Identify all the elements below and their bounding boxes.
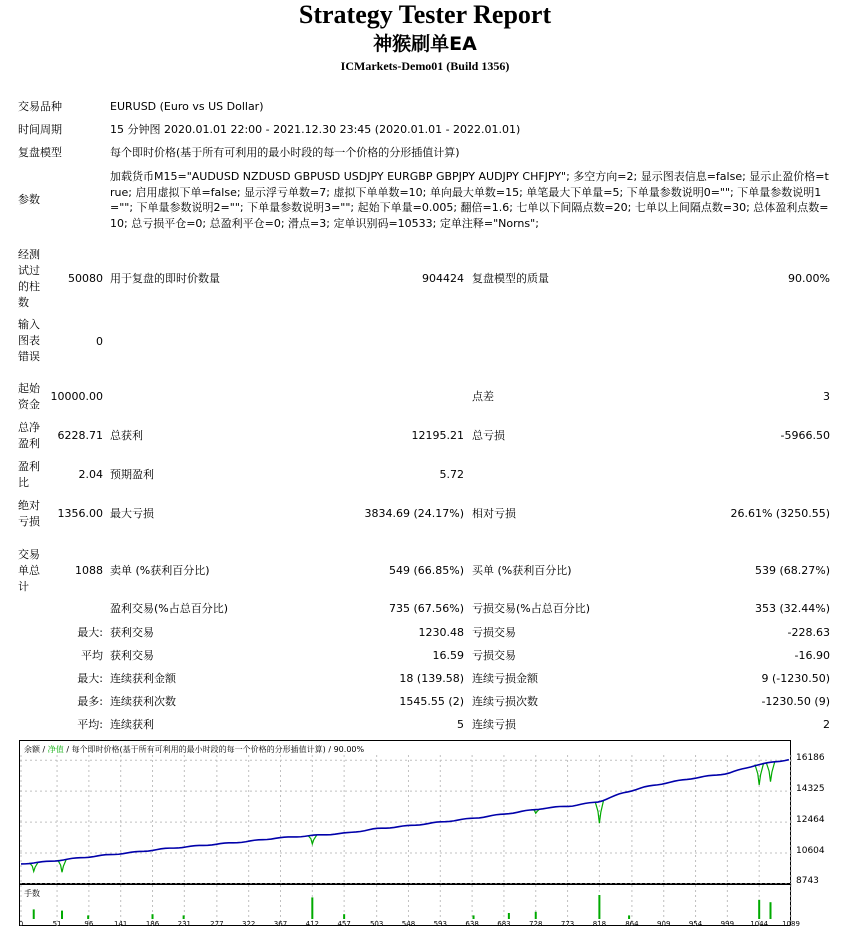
payoff-label: 预期盈利 xyxy=(110,468,154,481)
volume-bar xyxy=(473,915,475,919)
x-tick-label: 1089 xyxy=(782,920,800,926)
x-tick-label: 773 xyxy=(560,920,575,926)
x-tick-label: 683 xyxy=(497,920,511,926)
y-tick-label: 8743 xyxy=(796,876,819,886)
payoff-value: 5.72 xyxy=(439,468,464,481)
volume-chart xyxy=(18,884,800,926)
volume-bar xyxy=(33,909,35,919)
y-tick-label: 10604 xyxy=(796,846,825,857)
server-build: ICMarkets-Demo01 (Build 1356) xyxy=(340,59,510,73)
model-value: 每个即时价格(基于所有可利用的最小时段的每一个价格的分形插值计算) xyxy=(110,146,460,159)
trades-label: 交易单总计 xyxy=(18,548,40,593)
loss-trades-label: 亏损交易(%占总百分比) xyxy=(472,602,591,615)
quality-label: 复盘模型的质量 xyxy=(472,272,549,285)
x-tick-label: 96 xyxy=(84,920,94,926)
volume-bar xyxy=(87,915,89,919)
volume-bar xyxy=(758,900,760,919)
x-tick-label: 999 xyxy=(720,920,735,926)
period-value: 15 分钟图 2020.01.01 22:00 - 2021.12.30 23:45 (2020.01.01 - 2022.01.01) xyxy=(110,123,521,136)
balance-line xyxy=(21,760,789,864)
most-consec-loss-label: 连续亏损次数 xyxy=(472,695,538,708)
deposit-value: 10000.00 xyxy=(50,390,103,403)
netprofit-value: 6228.71 xyxy=(57,429,103,442)
most-consec-profit-label: 连续获利次数 xyxy=(110,695,176,708)
avg-loss-label: 亏损交易 xyxy=(472,649,516,662)
volume-bar xyxy=(183,915,185,919)
x-tick-label: 548 xyxy=(401,920,416,926)
x-tick-label: 638 xyxy=(465,920,479,926)
max-consec-win-value: 18 (139.58) xyxy=(399,672,464,685)
x-tick-label: 954 xyxy=(688,920,703,926)
average-prefix: 平均 xyxy=(81,649,103,662)
legend-model: 每个即时价格(基于所有可利用的最小时段的每一个价格的分形插值计算) xyxy=(71,745,326,754)
largest-loss-label: 亏损交易 xyxy=(472,626,516,639)
errors-label: 输入图表错误 xyxy=(18,318,40,363)
params-value: 加载货币M15="AUDUSD NZDUSD GBPUSD USDJPY EURGBP GBPJPY AUDJPY CHFJPY"; 多空方向=2; 显示图表信息=false; 显示止盈价格=true; 启用虚拟下单=false; 显示浮亏单数=7; 虚拟下单单数=10; 单向最大单数=15; 单笔最大下单量=5; 下单量参数说明0=""; 下单量参数说明1=""; 下单量参数说明2=""; 下单量参数说明3=""; 起始下单量=0.005; 翻倍=1.6; 七单以下间隔点数=20; 七单以上间隔点数=30; 总体盈利点数=10; 总亏损平仓=0; 总盈利平仓=0; 滑点=3; 定单识别码=10533; 定单注释="Norns"; xyxy=(110,170,829,230)
legend-quality: 90.00% xyxy=(333,745,365,754)
volume-bar xyxy=(152,914,154,919)
long-value: 539 (68.27%) xyxy=(754,564,830,577)
short-value: 549 (66.85%) xyxy=(388,564,464,577)
volume-bar xyxy=(508,913,510,919)
maxdd-value: 3834.69 (24.17%) xyxy=(364,507,464,520)
bars-label: 经测试过的柱数 xyxy=(18,248,40,309)
grossloss-label: 总亏损 xyxy=(472,429,505,442)
equity-dip xyxy=(766,762,774,782)
x-tick-label: 412 xyxy=(305,920,320,926)
balance-chart xyxy=(19,740,791,884)
most-prefix: 最多: xyxy=(77,695,103,708)
x-tick-label: 864 xyxy=(625,920,639,926)
x-tick-label: 593 xyxy=(433,920,447,926)
max-consec-loss-value: 9 (-1230.50) xyxy=(761,672,830,685)
volume-bar xyxy=(628,915,630,919)
svg-text:余额 / 净值 / 每个即时价格(基于所有可利用的最小时段的: 余额 / 净值 / 每个即时价格(基于所有可利用的最小时段的每一个价格的分形插值计算) / 90.00% xyxy=(24,745,365,754)
legend-equity: 净值 xyxy=(47,745,64,754)
absdd-value: 1356.00 xyxy=(57,507,103,520)
reldd-label: 相对亏损 xyxy=(472,507,516,520)
absdd-label: 绝对亏损 xyxy=(18,499,40,528)
y-tick-label: 12464 xyxy=(796,815,825,826)
x-tick-label: 231 xyxy=(177,920,192,926)
avg-consec-win-value: 5 xyxy=(457,718,464,731)
volume-bar xyxy=(598,895,600,919)
pf-label: 盈利比 xyxy=(18,460,40,489)
profit-trades-label: 盈利交易(%占总百分比) xyxy=(110,602,229,615)
largest-loss-value: -228.63 xyxy=(787,626,830,639)
errors-value: 0 xyxy=(96,335,103,348)
model-label: 复盘模型 xyxy=(18,146,62,159)
avg-loss-value: -16.90 xyxy=(794,649,830,662)
max-consec-win-label: 连续获利金额 xyxy=(110,672,176,685)
deposit-label: 起始资金 xyxy=(18,382,40,411)
x-tick-label: 909 xyxy=(657,920,671,926)
x-tick-label: 277 xyxy=(210,920,224,926)
x-tick-label: 186 xyxy=(145,920,160,926)
volume-bar xyxy=(61,911,63,919)
max-consec-loss-label: 连续亏损金额 xyxy=(472,672,538,685)
x-tick-label: 503 xyxy=(369,920,384,926)
x-tick-label: 1044 xyxy=(750,920,769,926)
avg-consec-loss-value: 2 xyxy=(823,718,830,731)
avg-consec-win-label: 连续获利 xyxy=(110,718,154,731)
spread-label: 点差 xyxy=(472,390,494,403)
quality-value: 90.00% xyxy=(788,272,830,285)
x-tick-label: 457 xyxy=(337,920,351,926)
largest-prefix: 最大: xyxy=(77,626,103,639)
ticks-value: 904424 xyxy=(422,272,464,285)
ea-name: 神猴刷单EA xyxy=(373,33,477,55)
y-tick-label: 14325 xyxy=(796,784,825,795)
volume-bar xyxy=(311,897,313,919)
long-label: 买单 (%获利百分比) xyxy=(472,564,572,577)
avg-consec-loss-label: 连续亏损 xyxy=(472,718,516,731)
most-consec-loss-value: -1230.50 (9) xyxy=(761,695,830,708)
grossloss-value: -5966.50 xyxy=(780,429,830,442)
legend-balance: 余额 xyxy=(24,745,40,754)
avg-profit-value: 16.59 xyxy=(432,649,464,662)
x-tick-label: 0 xyxy=(18,920,24,926)
grossprofit-value: 12195.21 xyxy=(411,429,464,442)
grossprofit-label: 总获利 xyxy=(110,429,143,442)
bars-value: 50080 xyxy=(68,272,103,285)
netprofit-label: 总净盈利 xyxy=(18,421,40,450)
loss-trades-value: 353 (32.44%) xyxy=(754,602,830,615)
pf-value: 2.04 xyxy=(78,468,103,481)
largest-profit-label: 获利交易 xyxy=(110,626,154,639)
x-tick-label: 728 xyxy=(529,920,543,926)
x-tick-label: 818 xyxy=(592,920,607,926)
period-label: 时间周期 xyxy=(18,123,62,136)
largest-profit-value: 1230.48 xyxy=(418,626,464,639)
volume-label: 手数 xyxy=(24,889,40,898)
spread-value: 3 xyxy=(823,390,830,403)
trades-value: 1088 xyxy=(75,564,103,577)
symbol-label: 交易品种 xyxy=(18,100,62,113)
volume-bar xyxy=(343,914,345,919)
x-tick-label: 367 xyxy=(273,920,288,926)
ticks-label: 用于复盘的即时价数量 xyxy=(110,272,220,285)
avg-profit-label: 获利交易 xyxy=(110,649,154,662)
volume-bar xyxy=(535,912,537,919)
profit-trades-value: 735 (67.56%) xyxy=(388,602,464,615)
x-tick-label: 322 xyxy=(241,920,256,926)
max-prefix: 最大: xyxy=(77,672,103,685)
symbol-value: EURUSD (Euro vs US Dollar) xyxy=(110,100,264,113)
params-label: 参数 xyxy=(18,193,40,206)
reldd-value: 26.61% (3250.55) xyxy=(730,507,830,520)
report-title: Strategy Tester Report xyxy=(298,0,552,29)
x-tick-label: 51 xyxy=(52,920,62,926)
volume-bar xyxy=(769,902,771,919)
x-tick-label: 141 xyxy=(114,920,128,926)
short-label: 卖单 (%获利百分比) xyxy=(110,564,210,577)
most-consec-profit-value: 1545.55 (2) xyxy=(399,695,464,708)
maxdd-label: 最大亏损 xyxy=(110,507,154,520)
avg2-prefix: 平均: xyxy=(77,718,103,731)
y-tick-label: 16186 xyxy=(796,753,825,764)
